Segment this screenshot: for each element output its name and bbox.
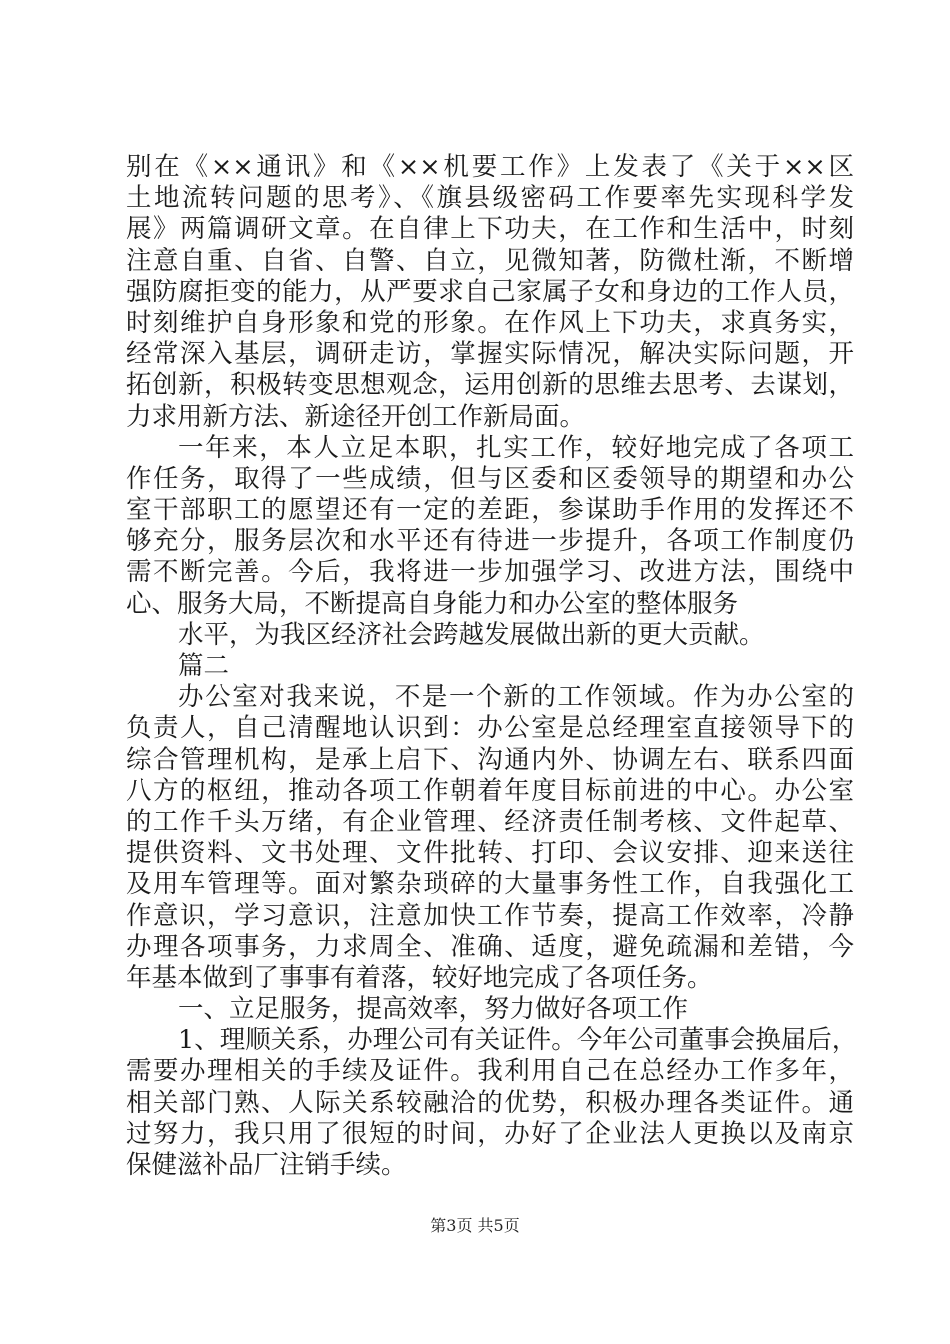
- text-line: 展》两篇调研文章。在自律上下功夫，在工作和生活中，时刻: [126, 214, 854, 245]
- paragraph-start-line: 1、理顺关系，办理公司有关证件。今年公司董事会换届后，: [178, 1025, 858, 1056]
- text-line: 办理各项事务，力求周全、准确、适度，避免疏漏和差错，今: [126, 931, 854, 962]
- page-footer: [0, 1216, 950, 1236]
- text-line: 够充分，服务层次和水平还有待进一步提升，各项工作制度仍: [126, 526, 854, 557]
- text-line: 作意识，学习意识，注意加快工作节奏，提高工作效率，冷静: [126, 900, 854, 931]
- page-number: 第3页 共5页: [430, 1216, 520, 1235]
- paragraph-start-line: 水平，为我区经济社会跨越发展做出新的更大贡献。: [178, 619, 765, 650]
- text-line: 拓创新，积极转变思想观念，运用创新的思维去思考、去谋划，: [126, 370, 854, 401]
- text-line: 室干部职工的愿望还有一定的差距，参谋助手作用的发挥还不: [126, 495, 854, 526]
- text-line: 相关部门熟、人际关系较融洽的优势，积极办理各类证件。通: [126, 1087, 854, 1118]
- text-line: 的工作千头万绪，有企业管理、经济责任制考核、文件起草、: [126, 806, 854, 837]
- text-line: 提供资料、文书处理、文件批转、打印、会议安排、迎来送往: [126, 838, 854, 869]
- text-line: 经常深入基层，调研走访，掌握实际情况，解决实际问题，开: [126, 339, 854, 370]
- text-line: 年基本做到了事事有着落，较好地完成了各项任务。: [126, 962, 713, 993]
- text-line: 别在《××通讯》和《××机要工作》上发表了《关于××区: [126, 152, 854, 182]
- text-line: 心、服务大局，不断提高自身能力和办公室的整体服务: [126, 588, 739, 619]
- section-heading: 篇二: [178, 651, 230, 681]
- text-line: 力求用新方法、新途径开创工作新局面。: [126, 401, 586, 432]
- paragraph-start-line: 一年来，本人立足本职，扎实工作，较好地完成了各项工: [178, 432, 854, 463]
- text-line: 八方的枢纽，推动各项工作朝着年度目标前进的中心。办公室: [126, 775, 854, 806]
- text-line: 保健滋补品厂注销手续。: [126, 1150, 407, 1180]
- text-line: 需不断完善。今后，我将进一步加强学习、改进方法，围绕中: [126, 557, 854, 588]
- paragraph-start-line: 办公室对我来说，不是一个新的工作领域。作为办公室的: [178, 682, 854, 713]
- text-line: 综合管理机构，是承上启下、沟通内外、协调左右、联系四面: [126, 744, 854, 775]
- text-line: 及用车管理等。面对繁杂琐碎的大量事务性工作，自我强化工: [126, 869, 854, 900]
- text-line: 时刻维护自身形象和党的形象。在作风上下功夫，求真务实，: [126, 307, 854, 338]
- text-line: 过努力，我只用了很短的时间，办好了企业法人更换以及南京: [126, 1118, 854, 1149]
- document-body: [126, 152, 858, 1181]
- text-line: 土地流转问题的思考》、《旗县级密码工作要率先实现科学发: [126, 183, 854, 214]
- text-line: 需要办理相关的手续及证件。我利用自己在总经办工作多年，: [126, 1056, 854, 1087]
- subsection-heading: 一、立足服务，提高效率，努力做好各项工作: [178, 994, 689, 1025]
- text-line: 作任务，取得了一些成绩，但与区委和区委领导的期望和办公: [126, 463, 854, 494]
- text-line: 注意自重、自省、自警、自立，见微知著，防微杜渐，不断增: [126, 245, 854, 276]
- text-line: 强防腐拒变的能力，从严要求自己家属子女和身边的工作人员，: [126, 276, 854, 307]
- text-line: 负责人，自己清醒地认识到：办公室是总经理室直接领导下的: [126, 713, 854, 744]
